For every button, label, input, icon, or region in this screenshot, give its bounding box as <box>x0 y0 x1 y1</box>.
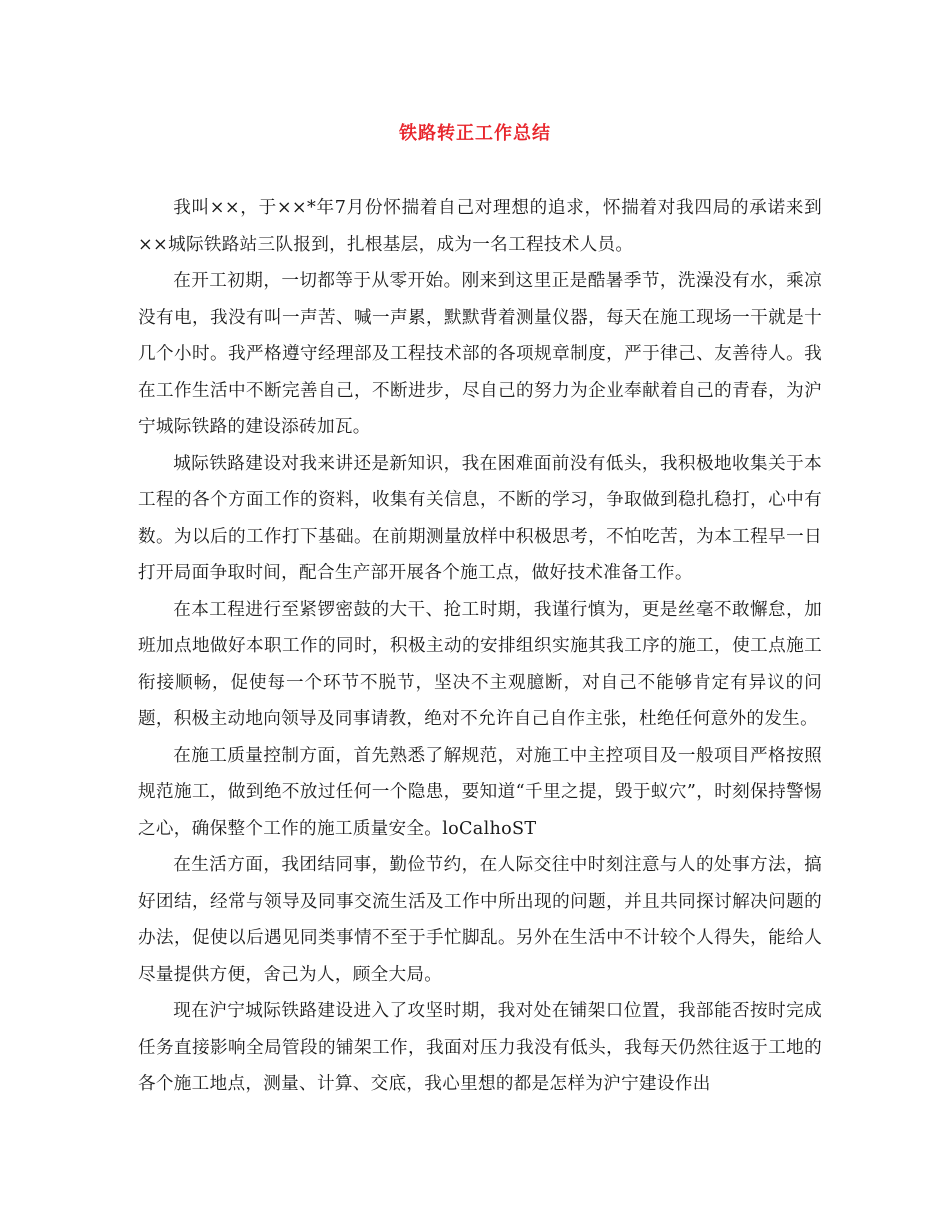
document-body <box>138 190 822 1103</box>
paragraph-3: 城际铁路建设对我来讲还是新知识，我在困难面前没有低头，我积极地收集关于本工程的各个方面工作的资料，收集有关信息，不断的学习，争取做到稳扎稳打，心中有数。为以后的工作打下基础。在前期测量放样中积极思考，不怕吃苦，为本工程早一日打开局面争取时间，配合生产部开展各个施工点，做好技术准备工作。 <box>138 453 822 583</box>
paragraph-5: 在施工质量控制方面，首先熟悉了解规范，对施工中主控项目及一般项目严格按照规范施工，做到绝不放过任何一个隐患，要知道“千里之提，毁于蚁穴”，时刻保持警惕之心，确保整个工作的施工质量安全。loCalhoST <box>138 745 822 839</box>
paragraph-4: 在本工程进行至紧锣密鼓的大干、抢工时期，我谨行慎为，更是丝毫不敢懈怠，加班加点地做好本职工作的同时，积极主动的安排组织实施其我工序的施工，使工点施工衔接顺畅，促使每一个环节不脱节，坚决不主观臆断，对自己不能够肯定有异议的问题，积极主动地向领导及同事请教，绝对不允许自己自作主张，杜绝任何意外的发生。 <box>138 599 822 729</box>
paragraph-7: 现在沪宁城际铁路建设进入了攻坚时期，我对处在铺架口位置，我部能否按时完成任务直接影响全局管段的铺架工作，我面对压力我没有低头，我每天仍然往返于工地的各个施工地点，测量、计算、交底，我心里想的都是怎样为沪宁建设作出 <box>138 1001 822 1094</box>
paragraph-6: 在生活方面，我团结同事，勤俭节约，在人际交往中时刻注意与人的处事方法，搞好团结，经常与领导及同事交流生活及工作中所出现的问题，并且共同探讨解决问题的办法，促使以后遇见同类事情不至于手忙脚乱。另外在生活中不计较个人得失，能给人尽量提供方便，舍己为人，顾全大局。 <box>138 855 822 985</box>
document-title: 铁路转正工作总结 <box>399 123 551 144</box>
paragraph-2: 在开工初期，一切都等于从零开始。刚来到这里正是酷暑季节，洗澡没有水，乘凉没有电，我没有叫一声苦、喊一声累，默默背着测量仪器，每天在施工现场一干就是十几个小时。我严格遵守经理部及工程技术部的各项规章制度，严于律己、友善待人。我在工作生活中不断完善自己，不断进步，尽自己的努力为企业奉献着自己的青春，为沪宁城际铁路的建设添砖加瓦。 <box>138 271 822 437</box>
paragraph-1: 我叫××，于××*年7月份怀揣着自己对理想的追求，怀揣着对我四局的承诺来到××城际铁路站三队报到，扎根基层，成为一名工程技术人员。 <box>138 198 822 255</box>
